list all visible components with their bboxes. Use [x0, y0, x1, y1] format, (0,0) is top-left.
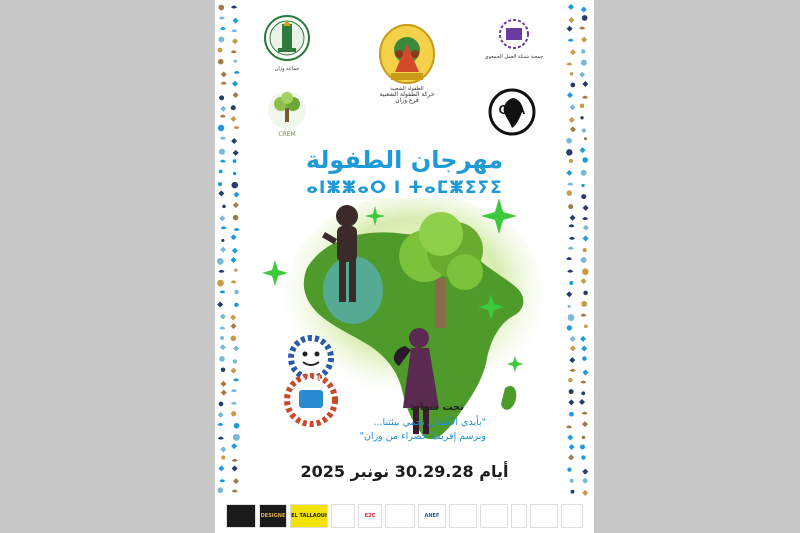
- mosaic-tile: [230, 323, 236, 329]
- mosaic-tile: [570, 369, 576, 372]
- mosaic-tile: [584, 324, 588, 328]
- mosaic-tile: [582, 421, 588, 427]
- mosaic-tile: [231, 336, 237, 342]
- sponsor-logo: [480, 504, 508, 528]
- mosaic-tile: [220, 247, 226, 253]
- mosaic-tile: [234, 228, 240, 231]
- mosaic-tile: [567, 26, 573, 32]
- logo-crem: [259, 90, 315, 138]
- mosaic-tile: [566, 138, 572, 144]
- mosaic-tile: [582, 356, 587, 361]
- mosaic-tile: [579, 72, 585, 78]
- mosaic-tile: [233, 18, 239, 24]
- mosaic-tile: [581, 455, 585, 459]
- mosaic-tile: [566, 257, 572, 260]
- mosaic-tile: [568, 314, 575, 321]
- mosaic-tile: [234, 71, 240, 74]
- commune-caption: جماعة وزان: [274, 66, 300, 72]
- mosaic-tile: [221, 455, 225, 459]
- mosaic-tile: [218, 36, 224, 42]
- mosaic-tile: [568, 305, 571, 308]
- mosaic-tile: [569, 104, 575, 110]
- mosaic-tile: [218, 125, 224, 131]
- mosaic-tile: [231, 138, 237, 144]
- mosaic-tile: [569, 357, 575, 363]
- mosaic-tile: [231, 411, 236, 416]
- sponsor-logo: ANEF: [418, 504, 446, 528]
- mosaic-tile: [219, 356, 225, 362]
- sponsor-logo: E2C: [358, 504, 382, 528]
- logo-commune-ouazzane: [257, 14, 317, 72]
- mosaic-tile: [222, 205, 226, 209]
- mosaic-tile: [582, 436, 586, 440]
- mosaic-tile: [233, 92, 239, 98]
- mosaic-tile: [582, 412, 588, 415]
- mosaic-tile: [218, 437, 224, 440]
- mosaic-tile: [233, 215, 239, 221]
- mascot-badge-line1: الدورة: [301, 375, 321, 382]
- childhood-caption-3: فرع وزان: [395, 97, 419, 104]
- mosaic-tile: [217, 487, 223, 493]
- mosaic-tile: [583, 291, 588, 296]
- mosaic-tile: [234, 269, 237, 272]
- mosaic-tile: [566, 425, 572, 428]
- mosaic-tile: [219, 16, 225, 19]
- mosaic-tile: [583, 235, 589, 241]
- mosaic-tile: [570, 126, 576, 132]
- mosaic-tile: [230, 368, 236, 374]
- mosaic-tile: [221, 367, 226, 372]
- mosaic-tile: [234, 59, 237, 62]
- slogan-line-1: "بأيدي الأطفال نحمي بيئتنا...: [373, 417, 486, 428]
- mosaic-tile: [218, 270, 224, 273]
- sponsor-logo: [511, 504, 527, 528]
- mosaic-tile: [220, 314, 226, 320]
- mosaic-tile: [582, 490, 588, 496]
- mosaic-tile: [584, 137, 587, 140]
- mosaic-tile: [232, 489, 238, 492]
- mosaic-tile: [582, 96, 588, 99]
- mosaic-tile: [230, 314, 236, 320]
- mosaic-tile: [231, 257, 237, 263]
- mosaic-tile: [580, 336, 586, 342]
- festival-title-tifinagh: ⴰⵏⵥⵥⴰⵔ ⵏ ⵜⴰⵎⵥⵉⵢⵉ: [306, 178, 503, 198]
- mosaic-tile: [582, 217, 588, 220]
- mosaic-tile: [582, 129, 586, 133]
- mosaic-tile: [569, 389, 574, 394]
- slogan-label: تحت شعار:: [409, 402, 464, 413]
- mosaic-tile: [581, 314, 587, 317]
- sponsor-logo: EL TALLAOUI: [290, 504, 328, 528]
- mosaic-tile: [579, 399, 585, 405]
- mosaic-tile: [231, 280, 237, 283]
- mosaic-tile: [231, 105, 236, 110]
- mosaic-tile: [220, 27, 226, 30]
- mosaic-tile: [582, 15, 588, 21]
- mosaic-tile: [580, 445, 585, 450]
- logo-popular-childhood: [367, 24, 447, 104]
- mosaic-tile: [581, 49, 585, 53]
- mosaic-tile: [570, 72, 573, 75]
- mosaic-tile: [217, 280, 224, 287]
- mosaic-tile: [583, 225, 589, 231]
- mosaic-tile: [231, 402, 237, 405]
- mosaic-tile: [569, 281, 573, 285]
- mosaic-tile: [581, 257, 587, 263]
- sponsor-logo: [530, 504, 558, 528]
- mosaic-tile: [582, 268, 589, 275]
- mosaic-tile: [221, 390, 227, 396]
- mosaic-tile: [230, 116, 236, 122]
- mosaic-tile: [231, 50, 237, 53]
- mosaic-tile: [219, 290, 225, 293]
- mosaic-tile: [568, 39, 574, 42]
- mosaic-tile: [217, 301, 223, 307]
- mosaic-tile: [220, 446, 226, 452]
- mosaic-tile: [232, 248, 238, 254]
- mosaic-tile: [568, 247, 574, 250]
- mosaic-tile: [581, 346, 587, 352]
- festival-poster: [215, 0, 594, 533]
- mosaic-tile: [569, 237, 575, 240]
- crem-tree-icon: [263, 90, 311, 132]
- mosaic-tile: [582, 370, 588, 376]
- mosaic-tile: [583, 205, 589, 211]
- sponsor-logo: DESIGNE: [259, 504, 287, 528]
- mosaic-tile: [231, 234, 237, 240]
- sponsor-logo: [226, 504, 256, 528]
- slogan-line-2: ونرسم إفريقيا خضراء من وزان": [359, 431, 486, 442]
- left-mosaic-border: [215, 0, 245, 533]
- mosaic-tile: [221, 71, 227, 77]
- mosaic-tile: [567, 325, 572, 330]
- mosaic-tile: [580, 380, 586, 383]
- mosaic-tile: [580, 104, 585, 109]
- sponsor-logo: [331, 504, 355, 528]
- mosaic-tile: [581, 37, 587, 43]
- mosaic-tile: [581, 278, 587, 284]
- mosaic-tile: [221, 82, 227, 85]
- mosaic-tile: [567, 92, 573, 98]
- mascot-badge-line2: 8: [308, 382, 314, 389]
- mosaic-tile: [233, 378, 239, 381]
- mosaic-tile: [570, 336, 576, 342]
- mosaic-tile: [218, 59, 224, 65]
- mosaic-tile: [233, 345, 239, 351]
- mosaic-tile: [569, 412, 574, 417]
- mosaic-tile: [568, 4, 574, 10]
- mosaic-tile: [568, 399, 574, 405]
- sponsor-logo: [449, 504, 477, 528]
- mosaic-tile: [566, 63, 572, 66]
- mosaic-tile: [219, 326, 225, 329]
- logo-oja: [487, 88, 537, 136]
- mosaic-tile: [221, 239, 224, 242]
- mosaic-tile: [220, 137, 226, 140]
- mosaic-tile: [231, 443, 237, 449]
- mosaic-tile: [581, 391, 585, 395]
- mosaic-tile: [231, 389, 237, 392]
- mosaic-tile: [569, 117, 575, 123]
- mosaic-tile: [219, 5, 225, 11]
- mosaic-tile: [579, 26, 585, 29]
- crem-label: CREM: [278, 131, 296, 138]
- mosaic-tile: [220, 106, 226, 112]
- mosaic-tile: [218, 48, 223, 53]
- mosaic-tile: [570, 345, 576, 351]
- mosaic-tile: [570, 83, 575, 88]
- mosaic-tile: [570, 215, 576, 221]
- mosaic-tile: [220, 336, 224, 340]
- mosaic-tile: [567, 435, 573, 441]
- mosaic-tile: [581, 7, 587, 13]
- sponsor-logo: [561, 504, 583, 528]
- sponsor-logo-bar: [215, 498, 594, 533]
- mosaic-tile: [221, 381, 227, 387]
- mosaic-tile: [231, 6, 237, 9]
- mosaic-tile: [568, 454, 574, 460]
- mosaic-tile: [571, 490, 575, 494]
- mosaic-tile: [233, 202, 239, 208]
- mosaic-tile: [583, 248, 587, 252]
- mosaic-tile: [234, 303, 238, 307]
- mosaic-tile: [221, 226, 227, 229]
- logo-association-network: [481, 18, 547, 60]
- mascot-badge: [295, 375, 327, 389]
- mosaic-tile: [567, 270, 573, 273]
- sponsor-logo: [385, 504, 415, 528]
- mosaic-tile: [217, 423, 223, 426]
- mosaic-tile: [219, 402, 224, 407]
- commune-seal-icon: [263, 14, 311, 66]
- mosaic-tile: [568, 17, 574, 23]
- childhood-caption-2: حركة الطفولة الشعبية: [379, 91, 435, 98]
- mosaic-tile: [581, 60, 587, 66]
- mosaic-tile: [234, 290, 238, 294]
- mosaic-tile: [219, 215, 225, 221]
- mosaic-tile: [581, 301, 587, 307]
- mosaic-tile: [569, 444, 575, 450]
- mosaic-tile: [566, 291, 572, 297]
- festival-title-arabic: مهرجان الطفولة: [305, 146, 504, 174]
- mosaic-tile: [232, 81, 238, 87]
- mosaic-tile: [569, 224, 575, 227]
- mosaic-tile: [233, 359, 237, 363]
- mosaic-tile: [568, 204, 573, 209]
- oja-label: OJA: [498, 102, 526, 117]
- right-mosaic-border: [564, 0, 594, 533]
- festival-dates: أيام 30.29.28 نونبر 2025: [300, 462, 509, 481]
- mosaic-tile: [582, 81, 588, 87]
- mosaic-tile: [218, 412, 224, 418]
- childhood-emblem-icon: [377, 24, 437, 86]
- mosaic-tile: [568, 378, 572, 382]
- mosaic-tile: [220, 344, 226, 350]
- mosaic-tile: [220, 115, 226, 118]
- mosaic-tile: [217, 258, 224, 265]
- network-logo-icon: [492, 18, 536, 54]
- mosaic-tile: [233, 434, 240, 441]
- mosaic-tile: [234, 126, 240, 129]
- mosaic-tile: [232, 38, 238, 44]
- mosaic-tile: [570, 49, 576, 55]
- network-caption: جمعية شبكة العمل الجمعوي: [484, 54, 544, 60]
- mosaic-tile: [231, 29, 237, 32]
- mosaic-tile: [580, 116, 583, 119]
- mosaic-tile: [234, 423, 240, 429]
- mosaic-tile: [219, 95, 224, 100]
- childhood-caption-1: الطفولة الشعبية: [390, 86, 424, 92]
